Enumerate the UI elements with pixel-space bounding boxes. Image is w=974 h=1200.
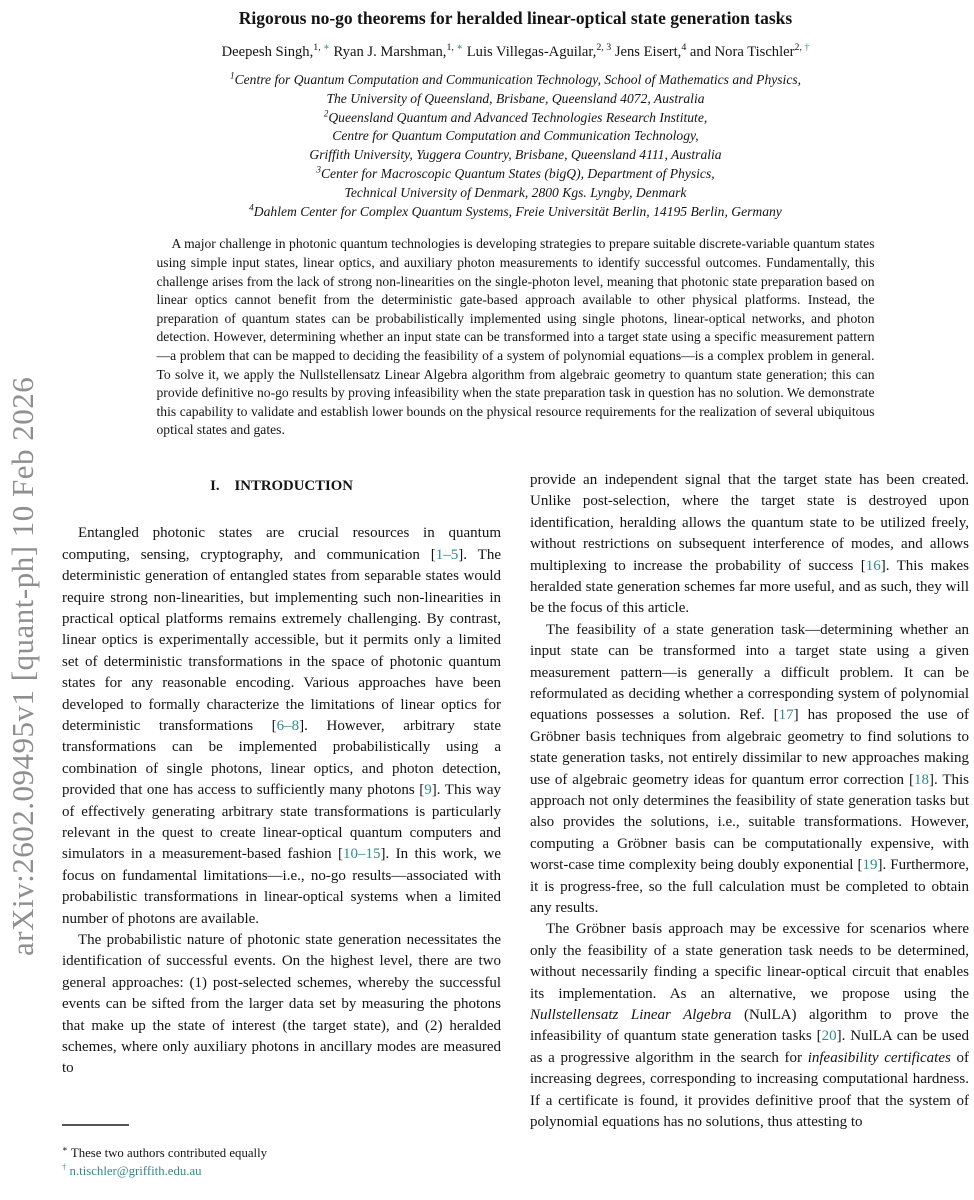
italic-text: infeasibility certificates bbox=[807, 1049, 951, 1066]
citation-link[interactable]: 6–8 bbox=[276, 717, 300, 734]
text-run: Deepesh Singh, bbox=[221, 44, 314, 60]
paragraph: The feasibility of a state generation task—determining whether an input state can be transformed into a target state using a given measurement pattern—is generally a difficult problem. It can be reformulated as deciding whether a corresponding system of polynomial equations possesses a solution. Ref. [17] has proposed the use of Gröbner basis techniques from algebraic geometry to find solutions to state generation tasks, not entirely dissimilar to new approaches making use of algebraic geometry ideas for quantum error correction [18]. This approach not only determines the feasibility of state generation tasks but also provides the solutions, i.e., suitable transformations. However, computing a Gröbner basis can be computationally expensive, with worst-case time complexity being doubly exponential [19]. Furthermore, it is progress-free, so the full calculation must be completed to obtain any results. bbox=[530, 621, 969, 917]
affiliation-line bbox=[62, 71, 969, 90]
left-column-paragraphs bbox=[62, 523, 501, 1080]
affiliation-line bbox=[62, 90, 969, 109]
text-run: Ryan J. Marshman, bbox=[329, 44, 447, 60]
text-run: Center for Macroscopic Quantum States (bigQ), Department of Physics, bbox=[320, 165, 715, 181]
text-run: . However, arbitrary state transformations can be implemented probabilistically using a combination of single photons, linear optics, and photon detection, provided that one has access to sufficiently many photons bbox=[62, 717, 501, 799]
text-run: The University of Queensland, Brisbane, Queensland 4072, Australia bbox=[326, 90, 705, 106]
text-run: Griffith University, Yuggera Country, Brisbane, Queensland 4111, Australia bbox=[309, 147, 722, 163]
text-run: . In this work, we focus on fundamental limitations—i.e., no-go results—associated with probabilistic transformations in linear-optical systems when a limited number of photons are available. bbox=[62, 846, 501, 927]
section-title: INTRODUCTION bbox=[234, 477, 353, 494]
text-run: 2 bbox=[323, 108, 329, 119]
text-run: 4 bbox=[681, 42, 687, 54]
section-heading bbox=[62, 476, 501, 497]
text-run: The feasibility of a state generation task—determining whether an input state can be transformed into a target state using a given measurement pattern—is generally a difficult problem. It can be reformulated as deciding whether a corresponding system of polynomial equations possesses a solution. Ref. bbox=[530, 621, 969, 724]
superscript bbox=[446, 42, 463, 53]
superscript bbox=[313, 42, 330, 53]
body-columns bbox=[62, 470, 969, 1134]
text-run: Luis Villegas-Aguilar, bbox=[463, 44, 597, 60]
text-run: . This way of effectively generating arbitrary state transformations is particularly relevant in the quest to create linear-optical quantum computers and simulators in a measurement-based fashion bbox=[62, 782, 502, 863]
section-number: I. bbox=[210, 477, 220, 494]
text-run: 1, bbox=[313, 42, 324, 54]
citation-link[interactable]: 17 bbox=[778, 707, 794, 724]
paper-content bbox=[62, 0, 969, 1134]
link[interactable]: † bbox=[62, 1161, 67, 1172]
paragraph: Entangled photonic states are crucial resources in quantum computing, sensing, cryptography, and communication [1–5]. The deterministic generation of entangled states from separable states would require strong non-linearities, but implementing such non-linearities in practical optical platforms remains extremely challenging. By contrast, linear optics is experimentally accessible, but it permits only a limited set of deterministic transformations in the space of photonic quantum states for any reasonable encoding. Various approaches have been developed to formally characterize the limitations of linear optics for deterministic transformations [6–8]. However, arbitrary state transformations can be implemented probabilistically using a combination of single photons, linear optics, and photon detection, provided that one has access to sufficiently many photons [9]. This way of effectively generating arbitrary state transformations is particularly relevant in the quest to create linear-optical quantum computers and simulators in a measurement-based fashion [10–15]. In this work, we focus on fundamental limitations—i.e., no-go results—associated with probabilistic transformations in linear-optical systems when a limited number of photons are available. bbox=[62, 525, 502, 927]
paragraph: provide an independent signal that the target state has been created. Unlike post-selection, where the target state is destroyed upon identification, heralding allows the quantum state to be utilized freely, without restrictions on subsequent interference of modes, and allows multiplexing to increase the probability of success [16]. This makes heralded state generation schemes far more useful, and as such, they will be the focus of this article. bbox=[530, 471, 969, 617]
text-run: Entangled photonic states are crucial resources in quantum computing, sensing, cryptography, and communication bbox=[62, 525, 501, 563]
arxiv-watermark: arXiv:2602.09495v1 [quant-ph] 10 Feb 2026 bbox=[5, 376, 40, 956]
left-column bbox=[62, 470, 501, 1134]
abstract-text: A major challenge in photonic quantum technologies is developing strategies to prepare suitable discrete-variable quantum states using simple input states, linear optics, and auxiliary photon measurements to identify successful outcomes. Fundamentally, this challenge arises from the lack of strong non-linearities on the single-photon level, meaning that photonic state preparation based on linear optics cannot benefit from the deterministic gate-based approach available to other physical platforms. Instead, the preparation of quantum states can be probabilistically implemented using single photons, linear-optical networks, and photon detection. However, determining whether an input state can be transformed into a target state using a specific measurement pattern—a problem that can be mapped to deciding the feasibility of a system of polynomial equations—is a complex problem in general. To solve it, we apply the Nullstellensatz Linear Algebra algorithm from algebraic geometry to quantum state generation; this can provide definitive no-go results by proving infeasibility when the state preparation task in question has no solution. We demonstrate this capability to validate and establish lower bounds on the physical resource requirements for the realization of several ubiquitous optical states and gates. bbox=[156, 236, 875, 438]
superscript bbox=[795, 42, 810, 53]
text-run: Technical University of Denmark, 2800 Kgs. Lyngby, Denmark bbox=[344, 184, 687, 200]
text-run: . This approach not only determines the feasibility of state generation tasks but also provides the solutions, i.e., suitable transformations. However, computing a Gröbner basis can be computationally expensive, with worst-case time complexity being doubly exponential bbox=[530, 771, 969, 874]
citation-link[interactable]: 9 bbox=[424, 782, 432, 799]
citation-link[interactable]: 1–5 bbox=[435, 546, 459, 563]
text-run: Queensland Quantum and Advanced Technologies Research Institute, bbox=[328, 109, 708, 125]
footnotes bbox=[62, 1124, 502, 1180]
text-run: These two authors contributed equally bbox=[67, 1146, 268, 1160]
text-run: ∗ bbox=[62, 1143, 68, 1154]
citation-link[interactable]: 20 bbox=[821, 1028, 837, 1045]
text-run: . NulLA can be used as a progressive algorithm in the search for bbox=[530, 1028, 969, 1066]
link[interactable]: ∗ bbox=[456, 42, 464, 54]
text-run: provide an independent signal that the target state has been created. Unlike post-selection, where the target state is destroyed upon identification, heralding allows the quantum state to be utilized freely, without restrictions on subsequent interference of modes, and allows multiplexing to increase the probability of success bbox=[530, 471, 969, 574]
text-run: Centre for Quantum Computation and Communication Technology, bbox=[332, 128, 699, 144]
citation-link[interactable]: 10–15 bbox=[342, 846, 381, 863]
citation-link[interactable]: 19 bbox=[862, 857, 878, 874]
text-run: . Furthermore, it is progress-free, so the full calculation must be completed to obtain any results. bbox=[530, 857, 969, 917]
text-run: of increasing degrees, corresponding to increasing computational hardness. If a certificate is found, it provides definitive proof that the system of polynomial equations has no solutions, thus attesting to bbox=[530, 1049, 969, 1131]
text-run: 3 bbox=[316, 164, 321, 175]
citation-link[interactable]: 16 bbox=[865, 557, 881, 574]
text-run: 2, bbox=[794, 42, 805, 54]
author-line bbox=[62, 44, 969, 61]
superscript bbox=[596, 42, 611, 53]
affiliation-line bbox=[62, 203, 969, 222]
footnote-lines bbox=[62, 1144, 502, 1180]
affiliation-line bbox=[62, 165, 969, 184]
footnote bbox=[62, 1144, 502, 1162]
paper-title: Rigorous no-go theorems for heralded linear-optical state generation tasks bbox=[238, 8, 793, 28]
text-run: Centre for Quantum Computation and Communication Technology, School of Mathematics and Physics, bbox=[234, 72, 802, 87]
text-run: and Nora Tischler bbox=[686, 44, 795, 60]
text-run: has proposed the use of Gröbner basis techniques from algebraic geometry to find solutions to state generation tasks, not entirely dissimilar to new approaches making use of algebraic geometry ideas for quantum error correction bbox=[530, 707, 969, 788]
link[interactable]: † bbox=[804, 42, 810, 54]
text-run: 1, bbox=[446, 42, 457, 54]
email-link[interactable]: n.tischler@griffith.edu.au bbox=[69, 1164, 202, 1178]
right-column-paragraphs bbox=[530, 470, 969, 1134]
text-run: 4 bbox=[249, 202, 254, 213]
italic-text: Nullstellensatz Linear Algebra bbox=[530, 1007, 732, 1024]
citation-link[interactable]: 18 bbox=[913, 771, 929, 788]
text-run: The Gröbner basis approach may be excessive for scenarios where only the feasibility of a state generation task needs to be determined, without necessarily finding a specific linear-optical circuit that enables its implementation. As an alternative, we propose using the bbox=[530, 921, 969, 1002]
text-run: . The deterministic generation of entangled states from separable states would require strong non-linearities, but implementing such non-linearities in practical optical platforms remains extremely challenging. By contrast, linear optics is experimentally accessible, but it permits only a limited set of deterministic transformations in the space of photonic quantum states for any reasonable encoding. Various approaches have been developed to formally characterize the limitations of linear optics for deterministic transformations bbox=[62, 546, 501, 734]
text-run: 2, 3 bbox=[596, 42, 612, 54]
link[interactable]: ∗ bbox=[323, 42, 330, 54]
text-run: Dahlem Center for Complex Quantum Systems, Freie Universität Berlin, 14195 Berlin, Germany bbox=[253, 203, 782, 219]
text-run: (NulLA) algorithm to prove the infeasibility of quantum state generation tasks bbox=[530, 1007, 969, 1045]
right-column bbox=[530, 470, 969, 1134]
footnote-rule bbox=[62, 1124, 129, 1126]
affiliation-line bbox=[62, 184, 969, 203]
text-run: . This makes heralded state generation schemes far more useful, and as such, they will be the focus of this article. bbox=[530, 557, 969, 617]
text-run: Jens Eisert, bbox=[611, 44, 682, 60]
affiliations bbox=[62, 71, 969, 221]
affiliation-line bbox=[62, 109, 969, 128]
text-run: 1 bbox=[229, 70, 235, 81]
footnote bbox=[62, 1162, 502, 1180]
affiliation-line bbox=[62, 127, 969, 146]
paragraph: The Gröbner basis approach may be excessive for scenarios where only the feasibility of a state generation task needs to be determined, without necessarily finding a specific linear-optical circuit that enables its implementation. As an alternative, we propose using the Nullstellensatz Linear Algebra (NulLA) algorithm to prove the infeasibility of quantum state generation tasks [20]. NulLA can be used as a progressive algorithm in the search for infeasibility certificates of increasing degrees, corresponding to increasing computational hardness. If a certificate is found, it provides definitive proof that the system of polynomial equations has no solutions, thus attesting to bbox=[530, 921, 969, 1131]
paragraph bbox=[62, 930, 501, 1080]
text-run: The probabilistic nature of photonic state generation necessitates the identification of successful events. On the highest level, there are two general approaches: (1) post-selected schemes, whereby the successful events can be sifted from the larger data set by measuring the photons that make up the state of interest (the target state), and (2) heralded schemes, where only auxiliary photons in ancillary modes are measured to bbox=[62, 932, 501, 1077]
affiliation-line bbox=[62, 146, 969, 165]
